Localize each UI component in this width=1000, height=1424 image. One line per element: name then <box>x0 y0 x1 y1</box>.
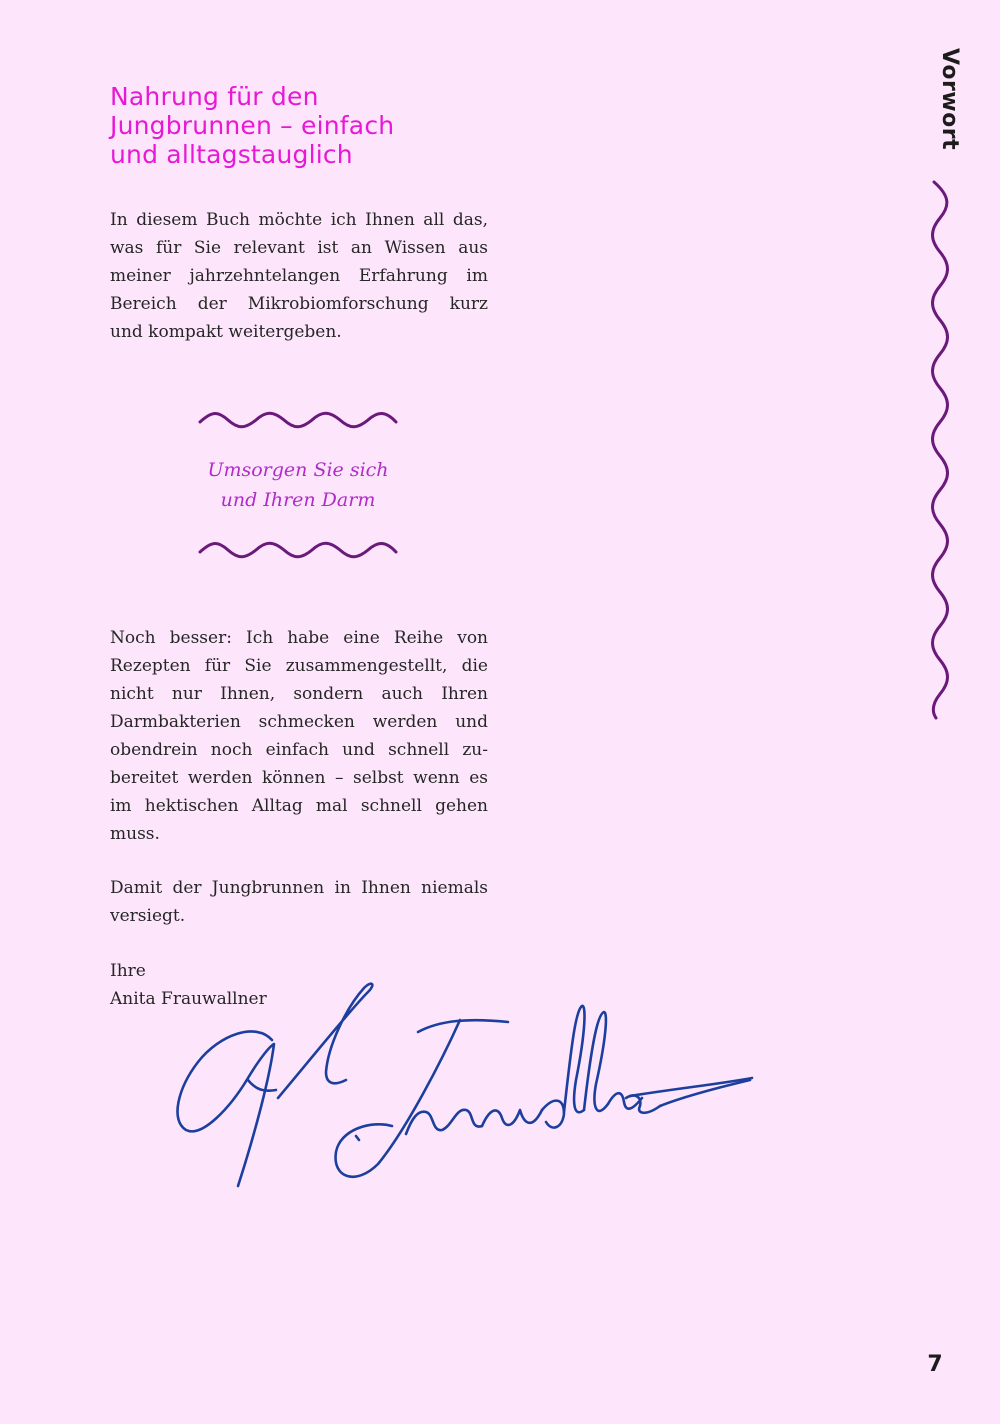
heading-line: Nahrung für den <box>110 82 319 111</box>
text-line: bereitet werden können – selbst wenn es <box>110 768 488 788</box>
recipes-paragraph <box>110 624 488 848</box>
closing-paragraph <box>110 874 488 930</box>
text-line: In diesem Buch möchte ich Ihnen all das, <box>110 210 488 230</box>
text-line: im hektischen Alltag mal schnell gehen <box>110 796 488 816</box>
text-line: versiegt. <box>110 906 186 926</box>
page-number: 7 <box>927 1352 943 1377</box>
quote-line: Umsorgen Sie sich <box>207 459 389 481</box>
author-name: Anita Frauwallner <box>110 989 267 1009</box>
text-line: was für Sie relevant ist an Wissen aus <box>110 238 488 258</box>
text-line: obendrein noch einfach und schnell zu- <box>110 740 488 760</box>
text-line: Noch besser: Ich habe eine Reihe von <box>110 628 488 648</box>
wave-ornament-top <box>198 410 398 430</box>
pull-quote <box>150 455 446 515</box>
wave-ornament-bottom <box>198 540 398 560</box>
intro-paragraph <box>110 206 488 346</box>
text-line: meiner jahrzehntelangen Erfahrung im <box>110 266 488 286</box>
vertical-wave-ornament <box>928 180 952 720</box>
text-line: und kompakt weitergeben. <box>110 322 342 342</box>
section-heading <box>110 82 490 169</box>
text-line: nicht nur Ihnen, sondern auch Ihren <box>110 684 488 704</box>
text-line: Rezepten für Sie zusammengestellt, die <box>110 656 488 676</box>
text-line: Darmbakterien schmecken werden und <box>110 712 488 732</box>
greeting-line: Ihre <box>110 961 146 981</box>
handwritten-signature <box>160 980 770 1210</box>
text-line: Bereich der Mikrobiomforschung kurz <box>110 294 488 314</box>
chapter-label: Vorwort <box>937 48 962 151</box>
heading-line: und alltagstauglich <box>110 140 353 169</box>
quote-line: und Ihren Darm <box>220 489 376 511</box>
text-line: Damit der Jungbrunnen in Ihnen niemals <box>110 878 488 898</box>
text-line: muss. <box>110 824 160 844</box>
heading-line: Jungbrunnen – einfach <box>110 111 395 140</box>
